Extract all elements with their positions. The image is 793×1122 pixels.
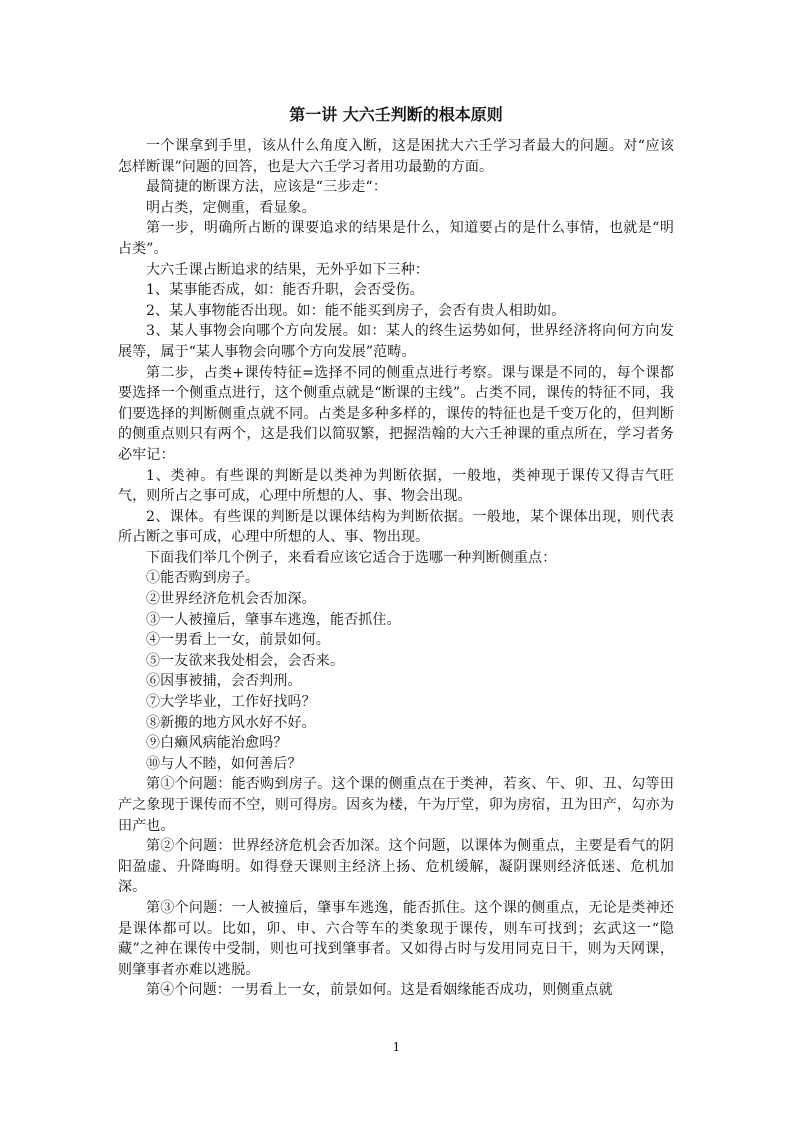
document-title: 第一讲 大六壬判断的根本原则: [289, 105, 503, 124]
paragraph: ⑥因事被捕，会否判刑。: [146, 673, 302, 690]
paragraph: 下面我们举几个例子，来看看应该它适合于选哪一种判断侧重点：: [146, 549, 557, 566]
paragraph: 1、某事能否成，如：能否升职，会否受伤。: [146, 282, 424, 299]
paragraph: ②世界经济危机会否加深。: [146, 591, 316, 608]
paragraph: ⑩与人不睦，如何善后？: [146, 755, 302, 772]
paragraph: ⑦大学毕业，工作好找吗？: [146, 694, 316, 711]
paragraph: ⑨白癞风病能治愈吗？: [146, 735, 288, 752]
page-number: 1: [392, 1040, 401, 1054]
paragraph: 第①个问题：能否购到房子。这个课的侧重点在于类神，若亥、午、卯、丑、勾等田产之象现于课传而不空，则可得房。因亥为楼，午为厅堂，卯为房宿，丑为田产，勾亦为田产也。: [118, 776, 674, 834]
paragraph: ③一人被撞后，肇事车逃逸，能否抓住。: [146, 611, 401, 628]
paragraph: ①能否购到房子。: [146, 570, 260, 587]
paragraph-list: [118, 136, 674, 1001]
paragraph: 第③个问题：一人被撞后，肇事车逃逸，能否抓住。这个课的侧重点，无论是类神还是课体都可以。比如，卯、申、六合等车的类象现于课传，则车可找到；玄武这一“隐藏”之神在课传中受制，则也可找到肇事者。又如得占时与发用同克日干，则为天网课，则肇事者亦难以逃脱。: [118, 899, 674, 978]
paragraph: 第一步，明确所占断的课要追求的结果是什么，知道要占的是什么事情，也就是“明占类”。: [118, 220, 674, 257]
paragraph: 2、某人事物能否出现。如：能不能买到房子，会否有贵人相助如。: [146, 302, 566, 319]
paragraph: 大六壬课占断追求的结果，无外乎如下三种：: [146, 261, 429, 278]
paragraph: 2、课体。有些课的判断是以课体结构为判断依据。一般地，某个课体出现，则代表所占断之事可成，心理中所想的人、事、物出现。: [118, 508, 674, 546]
paragraph: ⑤一友欲来我处相会，会否来。: [146, 652, 345, 669]
paragraph: 3、某人事物会向哪个方向发展。如：某人的终生运势如何，世界经济将向何方向发展等，属于“某人事物会向哪个方向发展”范畴。: [118, 323, 674, 360]
paragraph: 1、类神。有些课的判断是以类神为判断依据，一般地，类神现于课传又得吉气旺气，则所占之事可成，心理中所想的人、事、物会出现。: [118, 467, 674, 505]
paragraph: ⑧新搬的地方风水好不好。: [146, 714, 316, 731]
paragraph: 第④个问题：一男看上一女，前景如何。这是看姻缘能否成功，则侧重点就: [146, 982, 613, 999]
paragraph: ④一男看上一女，前景如何。: [146, 632, 330, 649]
document-body: [118, 104, 674, 1001]
paragraph: 最简捷的断课方法，应该是“三步走“：: [146, 179, 388, 196]
paragraph: 一个课拿到手里，该从什么角度入断，这是困扰大六壬学习者最大的问题。对“应该怎样断课”问题的回答，也是大六壬学习者用功最勤的方面。: [118, 138, 674, 175]
paragraph: 第二步，占类+课传特征=选择不同的侧重点进行考察。课与课是不同的，每个课都要选择一个侧重点进行，这个侧重点就是“断课的主线”。占类不同，课传的特征不同，我们要选择的判断侧重点就不同。占类是多种多样的，课传的特征也是千变万化的，但判断的侧重点则只有两个，这是我们以简驭繁，把握浩翰的大六壬神课的重点所在，学习者务必牢记：: [118, 364, 674, 463]
paragraph: 第②个问题：世界经济危机会否加深。这个问题，以课体为侧重点，主要是看气的阴阳盈虚、升降晦明。如得登天课则主经济上扬、危机缓解，凝阴课则经济低迷、危机加深。: [118, 838, 674, 896]
paragraph: 明占类，定侧重，看显象。: [146, 199, 316, 216]
